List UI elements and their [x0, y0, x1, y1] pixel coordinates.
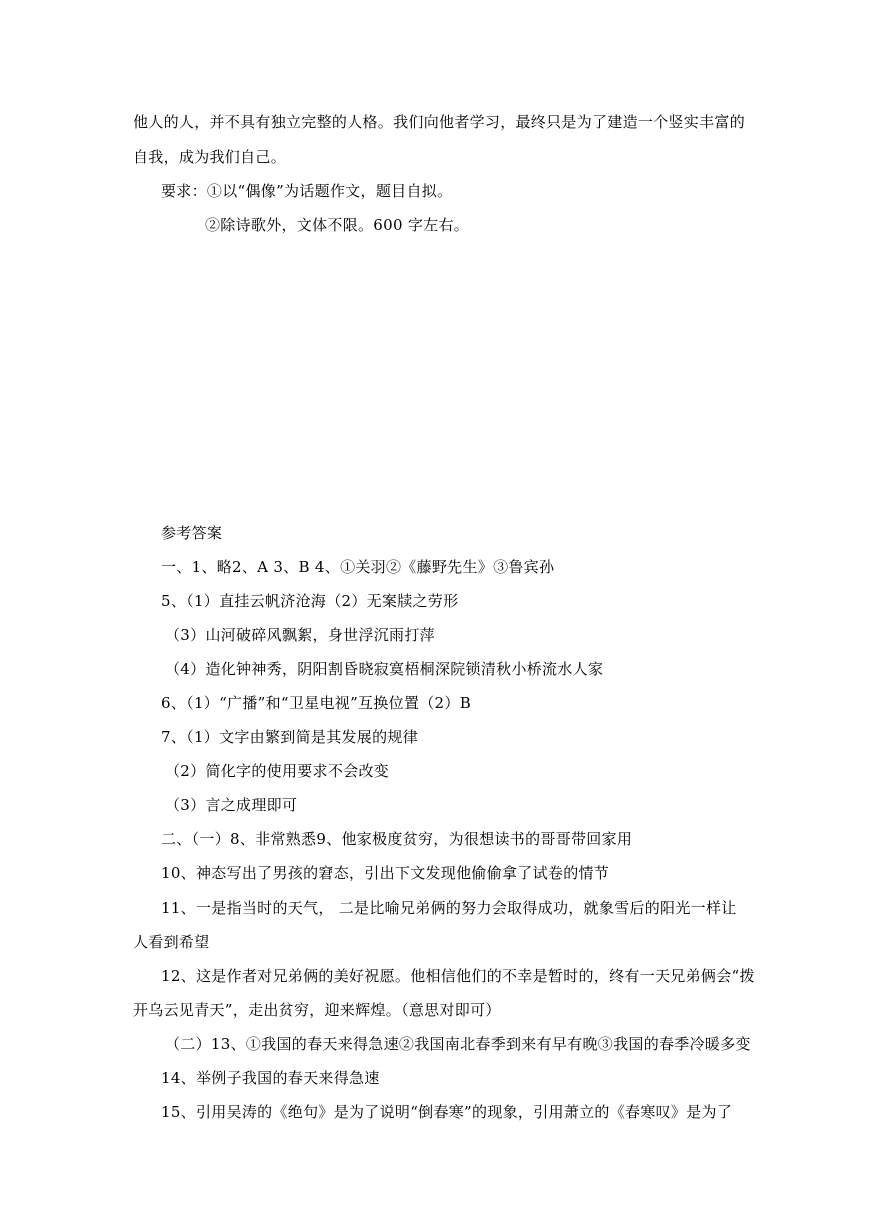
- essay-prompt-line-2: 自我，成为我们自己。: [133, 148, 287, 166]
- answer-line: 一、1、略2、A 3、B 4、①关羽②《藤野先生》③鲁宾孙: [161, 558, 555, 576]
- essay-requirement-2: ②除诗歌外，文体不限。600 字左右。: [205, 216, 470, 234]
- answer-line: 10、神态写出了男孩的窘态，引出下文发现他偷偷拿了试卷的情节: [161, 864, 610, 882]
- answer-line: 5、（1）直挂云帆济沧海（2）无案牍之劳形: [161, 592, 459, 610]
- answer-line: 7、（1）文字由繁到简是其发展的规律: [161, 728, 418, 746]
- answer-line: 11、一是指当时的天气， 二是比喻兄弟俩的努力会取得成功，就象雪后的阳光一样让: [161, 899, 737, 917]
- answer-line: 开乌云见青天”，走出贫穷，迎来辉煌。（意思对即可）: [133, 1001, 501, 1019]
- answer-line: 二、（一）8、非常熟悉9、他家极度贫穷，为很想读书的哥哥带回家用: [161, 830, 633, 848]
- answer-line: 6、（1）“广播”和“卫星电视”互换位置（2）B: [161, 694, 472, 712]
- answer-line: （4）造化钟神秀，阴阳割昏晓寂寞梧桐深院锁清秋小桥流水人家: [165, 660, 604, 678]
- essay-prompt-line-1: 他人的人，并不具有独立完整的人格。我们向他者学习，最终只是为了建造一个竖实丰富的: [133, 113, 746, 131]
- answer-line: 15、引用吴涛的《绝句》是为了说明“倒春寒”的现象，引用萧立的《春寒叹》是为了: [161, 1103, 733, 1121]
- answer-key-heading: 参考答案: [161, 524, 223, 542]
- answer-line: （2）简化字的使用要求不会改变: [165, 762, 390, 780]
- answer-line: 14、举例子我国的春天来得急速: [161, 1069, 380, 1087]
- essay-requirement-1: 要求：①以“偶像”为话题作文，题目自拟。: [161, 182, 453, 200]
- answer-line: 12、这是作者对兄弟俩的美好祝愿。他相信他们的不幸是暂时的，终有一天兄弟俩会“拨: [161, 967, 755, 985]
- answer-line: （3）言之成理即可: [165, 796, 298, 814]
- answer-line: 人看到希望: [133, 933, 210, 951]
- answer-line: （3）山河破碎风飘絮，身世浮沉雨打萍: [165, 626, 435, 644]
- answer-line: （二）13、①我国的春天来得急速②我国南北春季到来有早有晚③我国的春季冷暖多变: [165, 1035, 751, 1053]
